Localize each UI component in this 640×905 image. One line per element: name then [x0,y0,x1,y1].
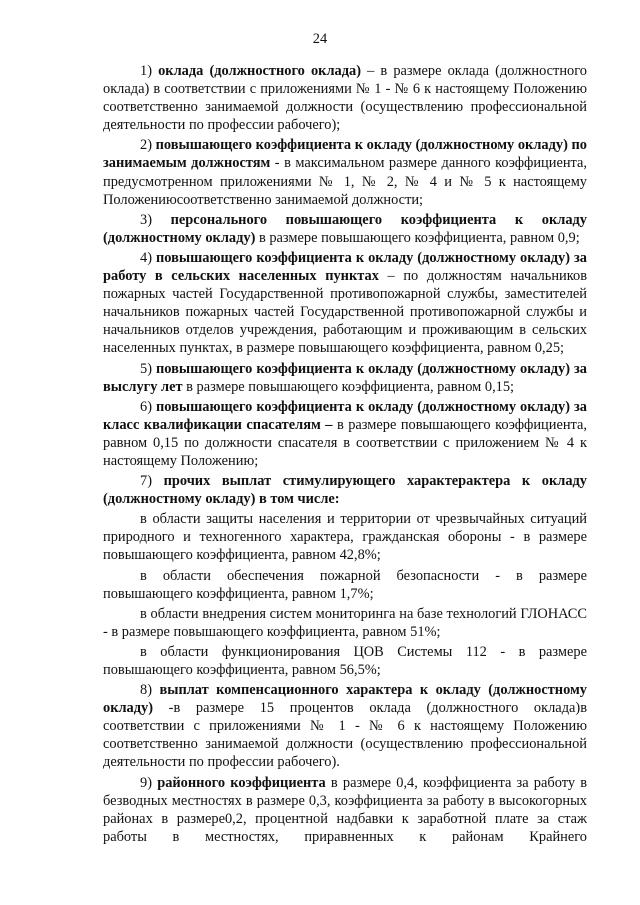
paragraph-13 [103,774,587,848]
paragraph-bold-term: повышающего коэффициента к окладу (должностному окладу) за работу в сельских населенных пунктах [103,249,587,285]
paragraph-12 [103,681,587,773]
paragraph-text: в размере повышающего коэффициента, равном 0,9; [255,229,580,246]
paragraph-bold-term: районного коэффициента [157,774,326,791]
paragraph-text: -в размере 15 процентов оклада (должностного оклада)в соответствии с приложениями № 1 - № 6 к настоящему Положению соответственно занимаемой должности (осуществлению профессиональной деятельности по профессии рабочего). [103,700,587,771]
paragraph-prefix: 4) [140,249,156,266]
paragraph-text: – по должностям начальников пожарных частей Государственной противопожарной службы, заместителей начальников пожарных частей Государственной противопожарной службы и начальников отделов учреждения, работающим и проживающим в сельских населенных пунктах, в размере повышающего коэффициента, равном 0,25; [103,268,587,357]
paragraph-text: в области внедрения систем мониторинга на базе технологий ГЛОНАСС - в размере повышающего коэффициента, равном 51%; [103,605,587,640]
document-body [103,62,587,848]
paragraph-bold-term: повышающего коэффициента к окладу (должностному окладу) за класс квалификации спасателям – [103,398,587,433]
paragraph-bold-term: повышающего коэффициента к окладу (должностному окладу) за выслугу лет [103,360,587,395]
paragraph-6 [103,398,587,472]
paragraph-9 [103,567,587,605]
paragraph-prefix: 8) [140,682,160,699]
paragraph-2 [103,136,587,210]
page-number: 24 [312,31,328,47]
paragraph-bold-term: персонального повышающего коэффициента к окладу (должностному окладу) [103,211,587,246]
paragraph-prefix: 2) [140,137,156,154]
paragraph-text: – в размере оклада (должностного оклада) в соответствии с приложениями № 1 - № 6 к настоящему Положению соответственно занимаемой должности (осуществлению профессиональной деятельности по профессии рабочего); [103,63,587,134]
paragraph-7 [103,472,587,510]
paragraph-1 [103,62,587,136]
paragraph-4 [103,249,587,360]
paragraph-3 [103,211,587,249]
paragraph-text: в области защиты населения и территории от чрезвычайных ситуаций природного и техногенного характера, гражданская обороны - в размере повышающего коэффициента, равном 42,8%; [103,511,587,564]
paragraph-text: в области обеспечения пожарной безопасности - в размере повышающего коэффициента, равном 1,7%; [103,567,587,602]
paragraph-bold-term: выплат компенсационного характера к окладу (должностному окладу) [103,682,587,717]
paragraph-text: в области функционирования ЦОВ Системы 112 - в размере повышающего коэффициента, равном 56,5%; [103,643,587,678]
paragraph-text: в размере повышающего коэффициента, равном 0,15 по должности спасателя в соответствии с приложением № 4 к настоящему Положению; [103,416,588,469]
paragraph-prefix: 9) [140,774,158,791]
paragraph-bold-term: прочих выплат стимулирующего характерактера к окладу (должностному окладу) в том числе: [103,473,587,508]
paragraph-text: в размере 0,4, коэффициента за работу в безводных местностях в размере 0,3, коэффициента за работу в высокогорных районах в размере0,2, процентной надбавки к заработной плате за стаж работы в местностях, приравненных к районам Крайнего [103,774,587,845]
paragraph-5 [103,360,587,398]
paragraph-bold-term: оклада (должностного оклада) [158,63,361,79]
paragraph-prefix: 7) [140,473,164,490]
paragraph-prefix: 6) [140,398,156,415]
paragraph-11 [103,643,587,681]
paragraph-text: - в максимальном размере данного коэффициента, предусмотренном приложениями № 1, № 2, № 4 и № 5 к настоящему Положениюсоответственно занимаемой должности; [103,155,588,208]
paragraph-prefix: 1) [140,63,159,79]
paragraph-8 [103,510,587,566]
paragraph-10 [103,605,587,643]
paragraph-text: в размере повышающего коэффициента, равном 0,15; [182,378,515,395]
paragraph-bold-term: повышающего коэффициента к окладу (должностному окладу) по занимаемым должностям [103,137,587,172]
paragraph-prefix: 5) [140,360,156,377]
paragraph-prefix: 3) [140,211,171,228]
